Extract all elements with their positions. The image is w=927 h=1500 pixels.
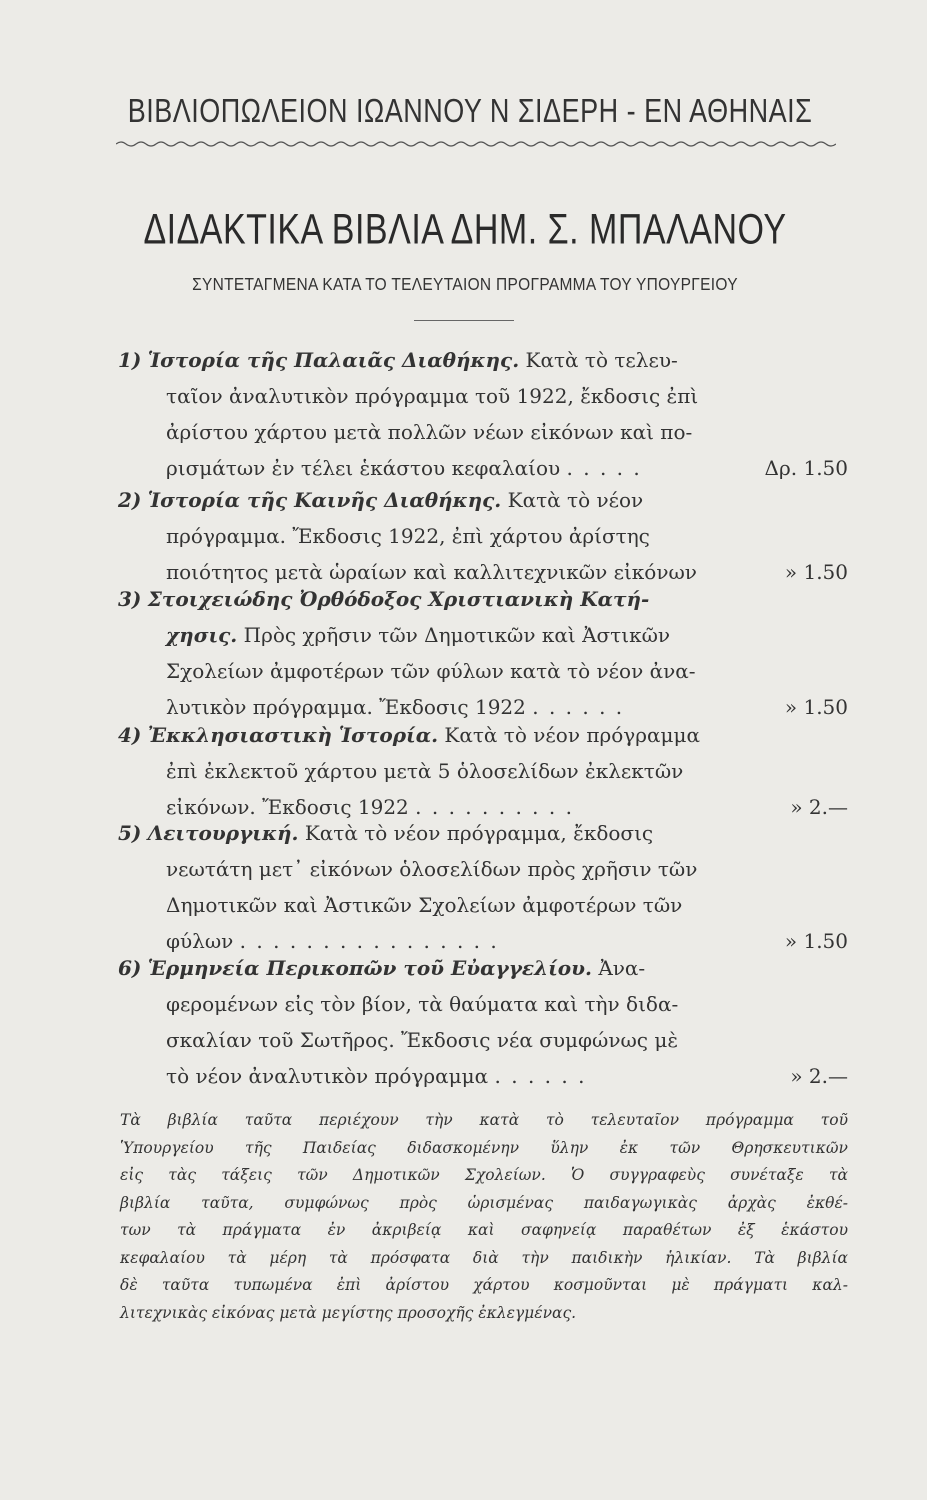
entry-price: » 1.50: [784, 695, 848, 719]
entry-text: ἀρίστου χάρτου μετὰ πολλῶν νέων εἰκόνων καὶ πο-: [166, 420, 693, 444]
entry-price: » 2.—: [790, 1064, 848, 1088]
entry-number: 6): [118, 956, 142, 980]
note-line: Ὑπουργείου τῆς Παιδείας διδασκομένην ὕλην ἐκ τῶν Θρησκευτικῶν: [120, 1138, 848, 1157]
note-line: λιτεχνικὰς εἰκόνας μετὰ μεγίστης προσοχῆς ἐκλεγμένας.: [120, 1303, 577, 1322]
entry-title: Ἱστορία τῆς Καινῆς Διαθήκης.: [147, 488, 502, 512]
divider: [414, 320, 514, 321]
entry-price: » 1.50: [784, 929, 848, 953]
entry-text: Δημοτικῶν καὶ Ἀστικῶν Σχολείων ἀμφοτέρων τῶν: [166, 893, 683, 917]
entry-text: Σχολείων ἀμφοτέρων τῶν φύλων κατὰ τὸ νέον ἀνα-: [166, 659, 696, 683]
entry-text: νεωτάτη μετ᾽ εἰκόνων ὁλοσελίδων πρὸς χρῆσιν τῶν: [166, 857, 698, 881]
entry-text: φύλων . . . . . . . . . . . . . . . .: [166, 929, 499, 953]
note-line: κεφαλαίου τὰ μέρη τὰ πρόσφατα διὰ τὴν παιδικὴν ἡλικίαν. Τὰ βιβλία: [120, 1248, 848, 1267]
entry-number: 1): [118, 348, 142, 372]
entry-text: ρισμάτων ἐν τέλει ἑκάστου κεφαλαίου . . . . .: [166, 456, 642, 480]
entry-price: Δρ. 1.50: [764, 456, 848, 480]
entry-text: πρόγραμμα. Ἔκδοσις 1922, ἐπὶ χάρτου ἀρίστης: [166, 524, 650, 548]
entry-text: ποιότητος μετὰ ὡραίων καὶ καλλιτεχνικῶν εἰκόνων: [166, 560, 697, 584]
note-line: δὲ ταῦτα τυπωμένα ἐπὶ ἀρίστου χάρτου κοσμοῦνται μὲ πράγματι καλ-: [120, 1276, 848, 1294]
entry-text: σκαλίαν τοῦ Σωτῆρος. Ἔκδοσις νέα συμφώνως μὲ: [166, 1028, 679, 1052]
entry-title: Ἱστορία τῆς Παλαιᾶς Διαθήκης.: [147, 348, 520, 372]
wavy-rule: [116, 139, 836, 149]
entry-number: 5): [118, 821, 142, 845]
entry-text: ταῖον ἀναλυτικὸν πρόγραμμα τοῦ 1922, ἔκδοσις ἐπὶ: [166, 384, 699, 408]
entry-price: » 1.50: [784, 560, 848, 584]
entry-title: Λειτουργική.: [147, 821, 299, 845]
entry-title: Ἐκκλησιαστικὴ Ἱστορία.: [147, 723, 439, 747]
main-title: ΔΙΔΑΚΤΙΚΑ ΒΙΒΛΙΑ ΔΗΜ. Σ. ΜΠΑΛΑΝΟΥ: [143, 206, 787, 254]
publisher-heading: ΒΙΒΛΙΟΠΩΛΕΙΟΝ ΙΩΑΝΝΟΥ Ν ΣΙΔΕΡΗ - ΕΝ ΑΘΗΝΑΙΣ: [127, 92, 813, 130]
entry-text: ἐπὶ ἐκλεκτοῦ χάρτου μετὰ 5 ὁλοσελίδων ἐκλεκτῶν: [166, 759, 684, 783]
entry-text: Κατὰ τὸ νέον πρόγραμμα: [444, 723, 700, 747]
note-line: των τὰ πράγματα ἐν ἀκριβείᾳ καὶ σαφηνείᾳ παραθέτων ἐξ ἑκάστου: [120, 1221, 848, 1239]
entry-text: εἰκόνων. Ἔκδοσις 1922 . . . . . . . . . .: [166, 795, 574, 819]
entry-number: 3): [118, 587, 142, 611]
entry-number: 4): [118, 723, 142, 747]
entry-title: Ἑρμηνεία Περικοπῶν τοῦ Εὐαγγελίου.: [147, 956, 592, 980]
entry-text: Ἀνα-: [598, 956, 646, 980]
entry-text: Κατὰ τὸ νέον πρόγραμμα, ἔκδοσις: [304, 821, 654, 845]
entry-text: τὸ νέον ἀναλυτικὸν πρόγραμμα . . . . . .: [166, 1064, 587, 1088]
entry-title-continued: χησις.: [166, 623, 238, 647]
entry-text: Κατὰ τὸ τελευ-: [525, 348, 678, 372]
entry-text: λυτικὸν πρόγραμμα. Ἔκδοσις 1922 . . . . . .: [166, 695, 625, 719]
entry-text: φερομένων εἰς τὸν βίον, τὰ θαύματα καὶ τὴν διδα-: [166, 992, 679, 1016]
entry-price: » 2.—: [790, 795, 848, 819]
entry-text: Πρὸς χρῆσιν τῶν Δημοτικῶν καὶ Ἀστικῶν: [243, 623, 671, 647]
entry-number: 2): [118, 488, 142, 512]
entry-title: Στοιχειώδης Ὀρθόδοξος Χριστιανικὴ Κατή-: [147, 587, 650, 611]
note-line: Τὰ βιβλία ταῦτα περιέχουν τὴν κατὰ τὸ τελευταῖον πρόγραμμα τοῦ: [120, 1111, 848, 1129]
entry-text: Κατὰ τὸ νέον: [507, 488, 644, 512]
note-paragraph: [120, 1107, 848, 1327]
subtitle: ΣΥΝΤΕΤΑΓΜΕΝΑ ΚΑΤΑ ΤΟ ΤΕΛΕΥΤΑΙΟΝ ΠΡΟΓΡΑΜΜΑ ΤΟΥ ΥΠΟΥΡΓΕΙΟΥ: [192, 275, 738, 295]
note-line: εἰς τὰς τάξεις τῶν Δημοτικῶν Σχολείων. Ὁ συγγραφεὺς συνέταξε τὰ: [120, 1166, 848, 1184]
note-line: βιβλία ταῦτα, συμφώνως πρὸς ὡρισμένας παιδαγωγικὰς ἀρχὰς ἐκθέ-: [120, 1193, 848, 1212]
